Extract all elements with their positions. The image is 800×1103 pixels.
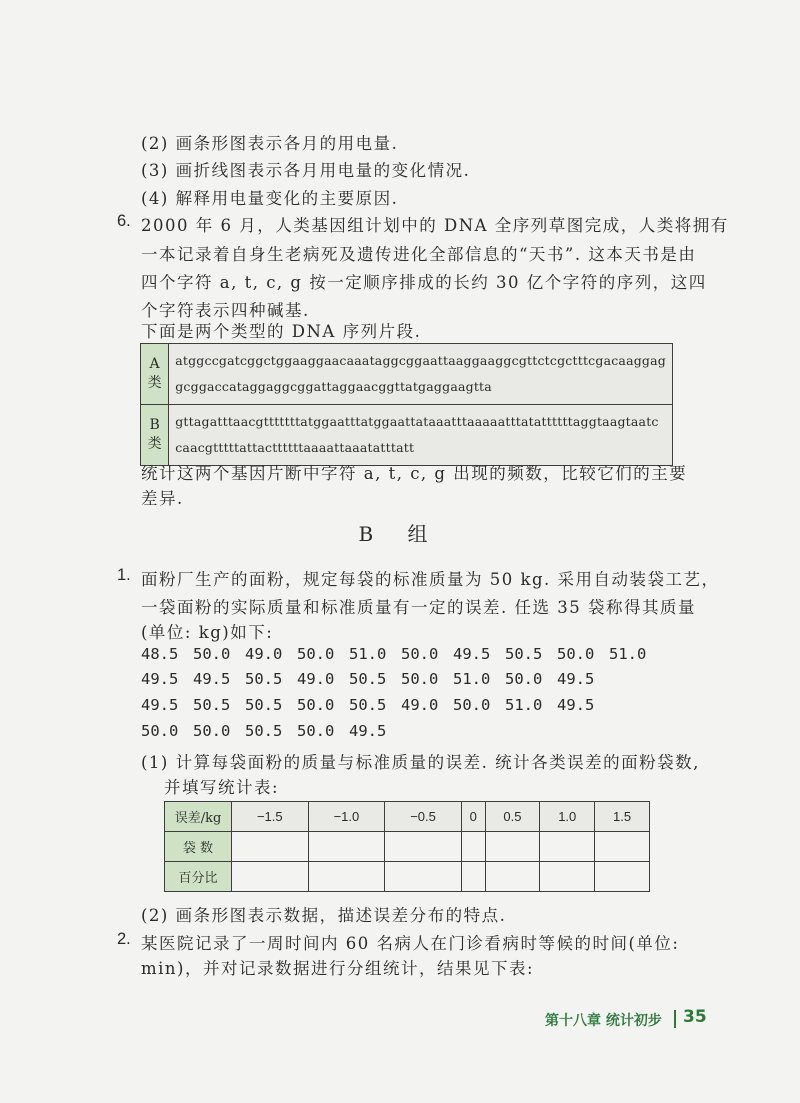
err-header-row bbox=[165, 802, 650, 832]
err-header-cell: 0 bbox=[461, 802, 485, 832]
err-count-row bbox=[165, 832, 650, 862]
data-value: 49.5 bbox=[557, 670, 595, 688]
err-empty-cell bbox=[461, 832, 485, 862]
data-value: 50.5 bbox=[245, 670, 283, 688]
q6-line-1: 2000 年 6 月，人类基因组计划中的 DNA 全序列草图完成，人类将拥有 bbox=[141, 216, 729, 235]
err-header-cell: 1.5 bbox=[595, 802, 650, 832]
error-stats-table bbox=[164, 801, 650, 892]
dna-row-b bbox=[141, 405, 673, 466]
data-value: 49.0 bbox=[245, 645, 283, 663]
data-row-1 bbox=[141, 645, 661, 663]
data-value: 50.0 bbox=[401, 645, 439, 663]
section-title: B 组 bbox=[358, 522, 442, 546]
err-header-cell: −0.5 bbox=[385, 802, 462, 832]
err-empty-cell bbox=[461, 862, 485, 892]
q1-line-3: (单位: kg)如下: bbox=[141, 623, 274, 642]
data-value: 49.5 bbox=[141, 670, 179, 688]
err-empty-cell bbox=[595, 832, 650, 862]
data-value: 50.0 bbox=[193, 645, 231, 663]
data-value: 49.0 bbox=[401, 696, 439, 714]
data-value: 48.5 bbox=[141, 645, 179, 663]
item-3: (3) 画折线图表示各月用电量的变化情况. bbox=[141, 161, 471, 180]
err-header-cell: 0.5 bbox=[485, 802, 540, 832]
data-value: 50.0 bbox=[141, 722, 179, 740]
err-empty-cell bbox=[540, 862, 595, 892]
err-empty-cell bbox=[308, 862, 385, 892]
data-value: 50.0 bbox=[297, 722, 335, 740]
data-row-4 bbox=[141, 722, 401, 740]
dna-seq-b-line-2: caacgtttttattacttttttaaaattaaatatttatt bbox=[175, 440, 415, 455]
page-number: 35 bbox=[683, 1007, 707, 1027]
question-1-number: 1. bbox=[117, 566, 131, 584]
data-value: 50.5 bbox=[349, 696, 387, 714]
err-empty-cell bbox=[232, 832, 309, 862]
dna-seq-a bbox=[169, 344, 673, 405]
data-value: 49.0 bbox=[297, 670, 335, 688]
data-row-3 bbox=[141, 696, 609, 714]
data-value: 50.0 bbox=[193, 722, 231, 740]
data-value: 49.5 bbox=[453, 645, 491, 663]
data-value: 50.5 bbox=[349, 670, 387, 688]
item-2: (2) 画条形图表示各月的用电量. bbox=[141, 134, 399, 153]
q6-line-5: 下面是两个类型的 DNA 序列片段. bbox=[141, 322, 422, 341]
question-6-number: 6. bbox=[117, 212, 131, 230]
data-value: 49.5 bbox=[349, 722, 387, 740]
err-empty-cell bbox=[385, 832, 462, 862]
data-value: 50.0 bbox=[297, 645, 335, 663]
item-4: (4) 解释用电量变化的主要原因. bbox=[141, 189, 399, 208]
data-value: 50.5 bbox=[245, 722, 283, 740]
err-header-cell: −1.5 bbox=[232, 802, 309, 832]
data-value: 50.0 bbox=[557, 645, 595, 663]
q2-line-1: 某医院记录了一周时间内 60 名病人在门诊看病时等候的时间(单位: bbox=[141, 934, 680, 953]
dna-label-a: A 类 bbox=[141, 344, 169, 405]
dna-seq-a-line-2: gcggaccataggaggcggattaggaacggttatgaggaagtta bbox=[175, 379, 492, 394]
err-header-cell: −1.0 bbox=[308, 802, 385, 832]
err-empty-cell bbox=[232, 862, 309, 892]
dna-seq-b bbox=[169, 405, 673, 466]
dna-row-a bbox=[141, 344, 673, 405]
err-header-label: 误差/kg bbox=[165, 802, 232, 832]
dna-seq-b-line-1: gttagatttaacgtttttttatggaatttatggaattataaatttaaaaatttatattttttaggtaagtaatc bbox=[175, 414, 659, 429]
data-row-2 bbox=[141, 670, 609, 688]
q6-line-3: 四个字符 a, t, c, g 按一定顺序排成的长约 30 亿个字符的序列，这四 bbox=[141, 273, 707, 292]
err-empty-cell bbox=[485, 862, 540, 892]
data-value: 49.5 bbox=[193, 670, 231, 688]
data-value: 50.0 bbox=[401, 670, 439, 688]
err-percent-row bbox=[165, 862, 650, 892]
err-header-cell: 1.0 bbox=[540, 802, 595, 832]
err-empty-cell bbox=[385, 862, 462, 892]
q1-line-1: 面粉厂生产的面粉，规定每袋的标准质量为 50 kg. 采用自动装袋工艺， bbox=[141, 570, 720, 589]
err-percent-label: 百分比 bbox=[165, 862, 232, 892]
err-empty-cell bbox=[308, 832, 385, 862]
q1-line-2: 一袋面粉的实际质量和标准质量有一定的误差. 任选 35 袋称得其质量 bbox=[141, 598, 696, 617]
err-empty-cell bbox=[595, 862, 650, 892]
err-count-label: 袋 数 bbox=[165, 832, 232, 862]
q6-after-2: 差异. bbox=[141, 489, 184, 508]
footer-chapter-title: 第十八章 统计初步 bbox=[545, 1013, 662, 1029]
q1-sub1-line-1: (1) 计算每袋面粉的质量与标准质量的误差. 统计各类误差的面粉袋数, bbox=[141, 753, 700, 772]
q2-line-2: min)，并对记录数据进行分组统计，结果见下表: bbox=[141, 959, 535, 978]
data-value: 49.5 bbox=[557, 696, 595, 714]
dna-seq-a-line-1: atggccgatcggctggaaggaacaaataggcggaattaaggaaggcgttctcgctttcgacaaggag bbox=[175, 353, 666, 368]
q1-sub2: (2) 画条形图表示数据，描述误差分布的特点. bbox=[141, 906, 507, 925]
q6-line-2: 一本记录着自身生老病死及遗传进化全部信息的“天书”. 这本天书是由 bbox=[141, 245, 697, 264]
q6-after-1: 统计这两个基因片断中字符 a, t, c, g 出现的频数，比较它们的主要 bbox=[141, 464, 688, 483]
data-value: 50.5 bbox=[193, 696, 231, 714]
question-2-number: 2. bbox=[117, 930, 131, 948]
data-value: 51.0 bbox=[349, 645, 387, 663]
q6-line-4: 个字符表示四种碱基. bbox=[141, 301, 310, 320]
data-value: 51.0 bbox=[505, 696, 543, 714]
q1-sub1-line-2: 并填写统计表: bbox=[164, 778, 280, 797]
data-value: 50.0 bbox=[505, 670, 543, 688]
data-value: 50.0 bbox=[297, 696, 335, 714]
data-value: 51.0 bbox=[609, 645, 647, 663]
dna-label-b: B 类 bbox=[141, 405, 169, 466]
data-value: 50.0 bbox=[453, 696, 491, 714]
err-empty-cell bbox=[485, 832, 540, 862]
err-empty-cell bbox=[540, 832, 595, 862]
footer-divider bbox=[674, 1010, 676, 1028]
data-value: 49.5 bbox=[141, 696, 179, 714]
data-value: 50.5 bbox=[245, 696, 283, 714]
dna-sequence-table bbox=[140, 343, 673, 466]
data-value: 51.0 bbox=[453, 670, 491, 688]
data-value: 50.5 bbox=[505, 645, 543, 663]
